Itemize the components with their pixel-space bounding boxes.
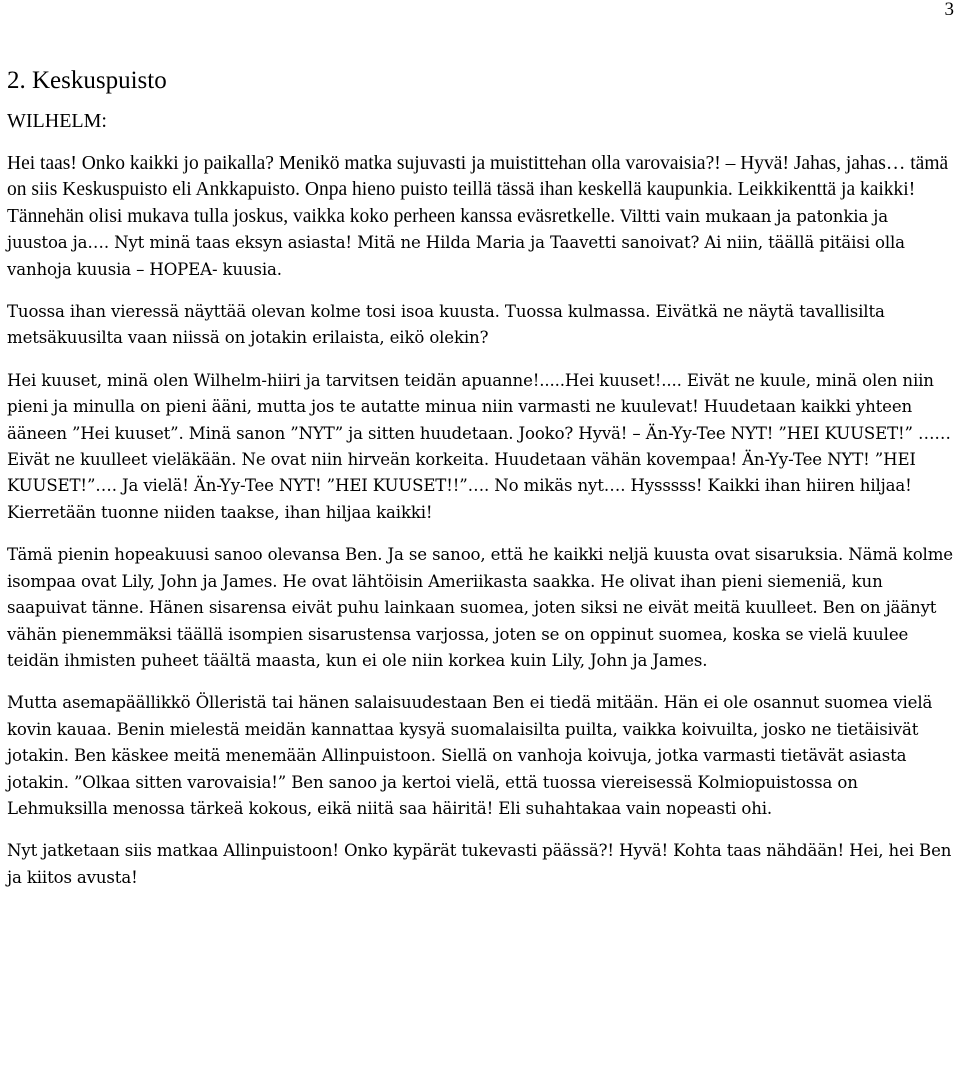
paragraph-intro-part-2: Viltti vain mukaan ja patonkia ja juustoa ja…. Nyt minä taas eksyn asiasta! Mitä ne Hilda Maria ja Taavetti sanoivat? Ai niin, täällä pitäisi olla vanhoja kuusia – HOPEA- kuusia. (7, 206, 905, 279)
paragraph-spruces: Tuossa ihan vieressä näyttää olevan kolme tosi isoa kuusta. Tuossa kulmassa. Eivätkä ne näytä tavallisilta metsäkuusilta vaan niissä on jotakin erilaista, eikö olekin? (7, 302, 885, 348)
paragraph-intro (7, 151, 953, 283)
paragraph-ben: Tämä pienin hopeakuusi sanoo olevansa Ben. Ja se sanoo, että he kaikki neljä kuusta ovat sisaruksia. Nämä kolme isompaa ovat Lily, John ja James. He ovat lähtöisin Ameriikasta saakka. He olivat ihan pieni siemeniä, kun saapuivat tänne. Hänen sisarensa eivät puhu lainkaan suomea, joten siksi ne eivät meitä kuulleet. Ben on jäänyt vähän pienemmäksi täällä isompien sisarustensa varjossa, joten se on oppinut suomea, koska se vielä kuulee teidän ihmisten puheet täältä maasta, kun ei ole niin korkea kuin Lily, John ja James. (7, 545, 953, 670)
section-heading: 2. Keskuspuisto (7, 67, 167, 94)
paragraph-farewell: Nyt jatketaan siis matkaa Allinpuistoon! Onko kypärät tukevasti päässä?! Hyvä! Kohta taas nähdään! Hei, hei Ben ja kiitos avusta! (7, 841, 952, 887)
page-number: 3 (944, 0, 954, 20)
paragraph-intro-part-1: Hei taas! Onko kaikki jo paikalla? Menikö matka sujuvasti ja muistittehan olla varovaisia?! – Hyvä! Jahas, jahas… tämä on siis Keskuspuisto eli Ankkapuisto. Onpa hieno puisto teillä tässä ihan keskellä kaupunkia. Leikkikenttä ja kaikki! Tännehän olisi mukava tulla joskus, vaikka koko perheen kanssa eväsretkelle. (7, 153, 949, 227)
speaker-label: WILHELM: (7, 110, 107, 132)
paragraph-shouting: Hei kuuset, minä olen Wilhelm-hiiri ja tarvitsen teidän apuanne!.....Hei kuuset!.... Eivät ne kuule, minä olen niin pieni ja minulla on pieni ääni, mutta jos te autatte minua niin varmasti ne kuulevat! Huudetaan kaikki yhteen ääneen ”Hei kuuset”. Minä sanon ”NYT” ja sitten huudetaan. Jooko? Hyvä! – Än-Yy-Tee NYT! ”HEI KUUSET!” …… Eivät ne kuulleet vieläkään. Ne ovat niin hirveän korkeita. Huudetaan vähän kovempaa! Än-Yy-Tee NYT! ”HEI KUUSET!”…. Ja vielä! Än-Yy-Tee NYT! ”HEI KUUSET!!”…. No mikäs nyt…. Hysssss! Kaikki ihan hiiren hiljaa! Kierretään tuonne niiden taakse, ihan hiljaa kaikki! (7, 370, 951, 522)
paragraph-station-master: Mutta asemapäällikkö Ölleristä tai hänen salaisuudestaan Ben ei tiedä mitään. Hän ei ole osannut suomea vielä kovin kauaa. Benin mielestä meidän kannattaa kysyä suomalaisilta puilta, vaikka koivuilta, josko ne tietäisivät jotakin. Ben käskee meitä menemään Allinpuistoon. Siellä on vanhoja koivuja, jotka varmasti tietävät asiasta jotakin. ”Olkaa sitten varovaisia!” Ben sanoo ja kertoi vielä, että tuossa viereisessä Kolmiopuistossa on Lehmuksilla menossa tärkeä kokous, eikä niitä saa häiritä! Eli suhahtakaa vain nopeasti ohi. (7, 693, 933, 818)
document-body (7, 66, 953, 907)
